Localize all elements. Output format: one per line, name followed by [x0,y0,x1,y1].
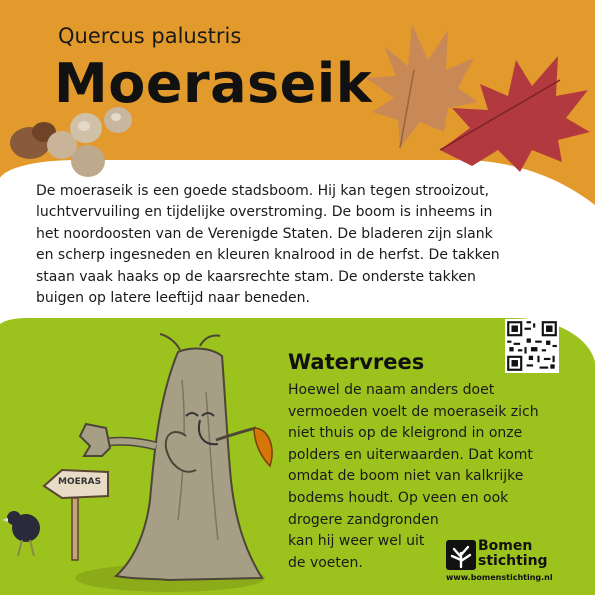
bomenstichting-logo[interactable] [444,538,564,588]
section-text-line: Hoewel de naam anders doet [288,382,495,398]
tree-logo-icon [446,540,476,570]
scientific-name: Quercus palustris [58,24,242,48]
section-text-line: omdat de boom niet van kalkrijke [288,468,524,485]
qr-code[interactable] [505,319,559,373]
logo-name [478,539,548,569]
section-text-line: polders en uiterwaarden. Dat komt [288,446,533,463]
section-text-line: niet thuis op de kleigrond in onze [288,425,523,442]
logo-name-line1: Bomen [478,538,533,554]
section-text-line: de voeten. [288,554,363,571]
logo-name-line2: stichting [478,553,548,569]
section-text-line: drogere zandgronden [288,511,439,528]
website-url[interactable]: www.bomenstichting.nl [446,573,553,582]
section-text-line: vermoeden voelt de moeraseik zich [288,403,539,420]
page-title: Moeraseik [54,52,373,115]
intro-text: De moeraseik is een goede stadsboom. Hij kan tegen strooizout, luchtvervuiling en tijdelijke overstroming. De boom is inheems in het noordoosten van de Verenigde Staten. De bladeren zijn slank en scherp ingesneden en kleuren knalrood in de herfst. De takken staan vaak haaks op de kaarsrechte stam. De onderste takken buigen op latere leeftijd naar beneden. [36,183,500,307]
section-text-line: bodems houdt. Op veen en ook [288,489,509,506]
section-title: Watervrees [288,350,425,374]
section-text-line: kan hij weer wel uit [288,533,425,550]
moeras-sign-text: MOERAS [58,477,102,487]
brown-oak-leaf [366,24,478,148]
